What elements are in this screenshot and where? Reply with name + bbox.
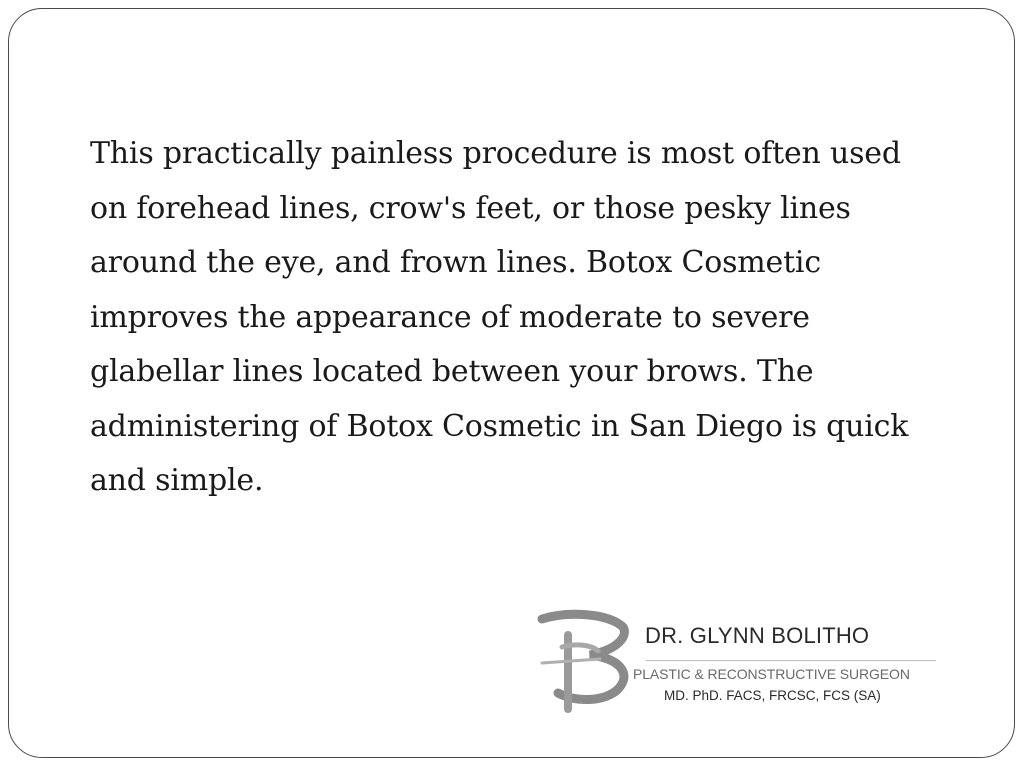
logo-divider (646, 660, 936, 661)
logo (528, 605, 948, 715)
logo-name: DR. GLYNN BOLITHO (645, 623, 870, 648)
body-text: This practically painless procedure is most often used on forehead lines, crow's feet, or those pesky lines around the eye, and frown lines. Botox Cosmetic improves the appearance of moderate to severe glabellar lines located between your brows. The administering of Botox Cosmetic in San Diego is quick and simple. (90, 136, 909, 498)
logo-subtitle: PLASTIC & RECONSTRUCTIVE SURGEON (633, 666, 910, 682)
stylized-b-monogram-icon (528, 605, 638, 715)
logo-credentials: MD. PhD. FACS, FRCSC, FCS (SA) (664, 688, 881, 703)
